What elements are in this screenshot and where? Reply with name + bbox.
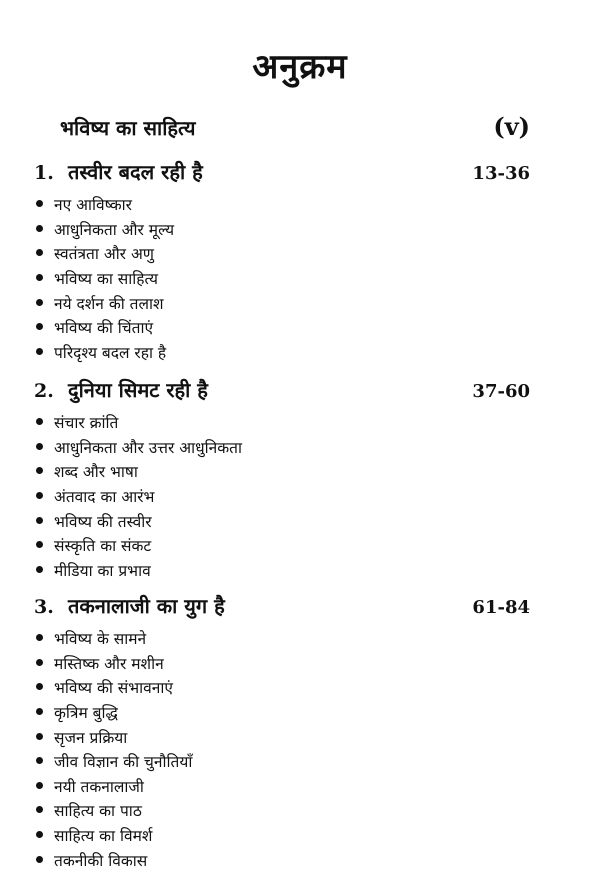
topic-item[interactable]: [34, 192, 530, 217]
chapter-title: दुनिया सिमट रही है: [68, 378, 208, 402]
preface-page-number: (v): [493, 112, 530, 141]
topic-text: भविष्य के सामने: [54, 630, 147, 649]
page-title: अनुक्रम: [252, 47, 348, 87]
chapter-page-range: 37-60: [472, 381, 530, 402]
chapter-2: [34, 376, 530, 582]
topic-item[interactable]: [34, 533, 530, 558]
chapter-page-range: 13-36: [472, 163, 530, 184]
topic-item[interactable]: [34, 558, 530, 583]
topic-text: नये दर्शन की तलाश: [54, 294, 164, 313]
topic-item[interactable]: [34, 315, 530, 340]
chapter-3: [34, 592, 530, 872]
chapter-title: तस्वीर बदल रही है: [68, 160, 203, 184]
topic-item[interactable]: [34, 340, 530, 365]
topic-text: अंतवाद का आरंभ: [54, 488, 155, 507]
topic-list: [34, 410, 530, 582]
topic-item[interactable]: [34, 651, 530, 676]
chapter-1: [34, 158, 530, 364]
chapter-number: 1.: [34, 162, 54, 184]
topic-item[interactable]: [34, 508, 530, 533]
topic-text: परिदृश्य बदल रहा है: [54, 343, 167, 362]
topic-item[interactable]: [34, 241, 530, 266]
topic-item[interactable]: [34, 823, 530, 848]
topic-item[interactable]: [34, 798, 530, 823]
chapter-heading[interactable]: [34, 158, 530, 192]
preface-entry[interactable]: [60, 112, 530, 141]
topic-text: साहित्य का पाठ: [54, 802, 142, 821]
topic-text: सृजन प्रक्रिया: [54, 728, 128, 747]
chapter-heading[interactable]: [34, 592, 530, 626]
topic-text: आधुनिकता और उत्तर आधुनिकता: [54, 438, 243, 457]
topic-text: मस्तिष्क और मशीन: [54, 654, 164, 673]
topic-text: भविष्य का साहित्य: [54, 270, 159, 289]
topic-item[interactable]: [34, 724, 530, 749]
topic-text: स्वतंत्रता और अणु: [54, 245, 154, 264]
topic-item[interactable]: [34, 847, 530, 872]
topic-text: नयी तकनालाजी: [54, 777, 144, 796]
topic-item[interactable]: [34, 217, 530, 242]
chapter-heading[interactable]: [34, 376, 530, 410]
topic-text: संस्कृति का संकट: [54, 537, 152, 556]
topic-item[interactable]: [34, 484, 530, 509]
topic-item[interactable]: [34, 410, 530, 435]
topic-item[interactable]: [34, 290, 530, 315]
chapter-number: 3.: [34, 596, 54, 618]
topic-text: शब्द और भाषा: [54, 463, 138, 482]
topic-item[interactable]: [34, 700, 530, 725]
chapter-number: 2.: [34, 380, 54, 402]
topic-text: भविष्य की चिंताएं: [54, 319, 154, 338]
topic-text: साहित्य का विमर्श: [54, 827, 153, 846]
topic-item[interactable]: [34, 774, 530, 799]
topic-list: [34, 192, 530, 364]
topic-item[interactable]: [34, 675, 530, 700]
topic-text: नए आविष्कार: [54, 196, 132, 215]
topic-text: तकनीकी विकास: [54, 851, 148, 870]
topic-text: जीव विज्ञान की चुनौतियाँ: [54, 753, 193, 772]
topic-text: मीडिया का प्रभाव: [54, 561, 151, 580]
topic-item[interactable]: [34, 266, 530, 291]
topic-item[interactable]: [34, 435, 530, 460]
topic-text: संचार क्रांति: [54, 414, 119, 433]
chapter-title: तकनालाजी का युग है: [68, 594, 225, 618]
topic-item[interactable]: [34, 626, 530, 651]
topic-list: [34, 626, 530, 872]
topic-item[interactable]: [34, 459, 530, 484]
topic-text: कृत्रिम बुद्धि: [54, 704, 118, 723]
topic-text: भविष्य की संभावनाएं: [54, 679, 173, 698]
topic-text: आधुनिकता और मूल्य: [54, 220, 175, 239]
topic-text: भविष्य की तस्वीर: [54, 512, 152, 531]
chapter-page-range: 61-84: [472, 597, 530, 618]
preface-label: भविष्य का साहित्य: [60, 116, 196, 140]
topic-item[interactable]: [34, 749, 530, 774]
